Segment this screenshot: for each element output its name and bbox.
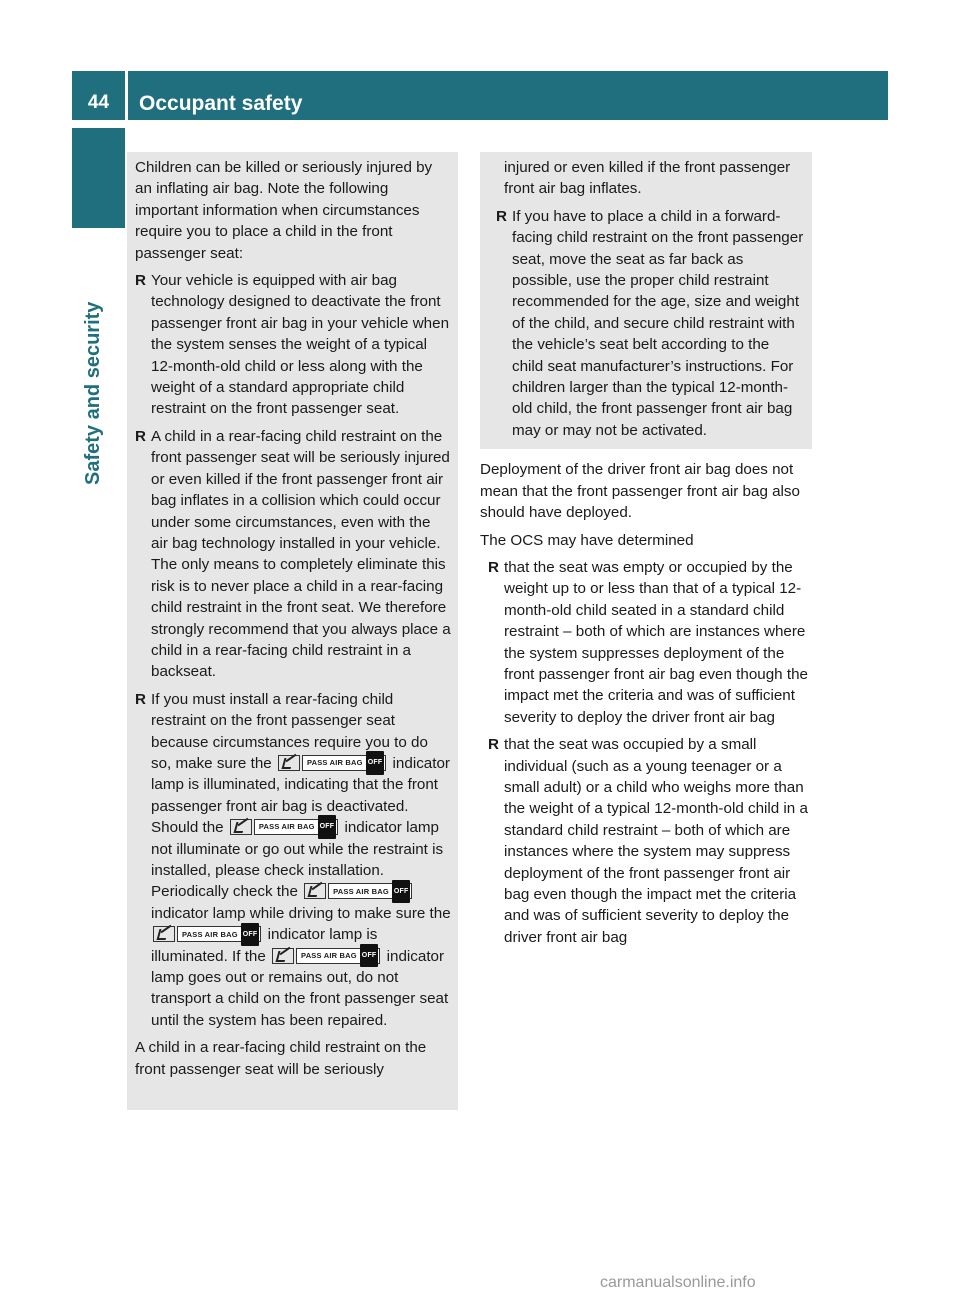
section-label-text: Safety and security (82, 301, 104, 485)
text-run: indicator lamp not illuminate or go out while the restraint is installed, please check installation. Periodically check the (151, 819, 444, 901)
paragraph: The OCS may have determined (480, 531, 694, 549)
section-label (82, 301, 122, 525)
pass-air-bag-off-icon: PASS AIR BAG OFF (296, 948, 380, 964)
seat-occupied-icon (153, 926, 175, 942)
pass-air-bag-off-indicator (278, 755, 386, 771)
list-item-text: Your vehicle is equipped with air bag technology designed to deactivate the front passenger front air bag in your vehicle when the system senses the weight of a typical 12-month-old child or less along with the weight of a standard appropriate child restraint on the front passenger seat. (151, 272, 450, 418)
bullet-marker: R (135, 427, 146, 445)
pass-air-bag-off-icon: PASS AIR BAG OFF (302, 755, 386, 771)
pass-air-bag-off-indicator (153, 926, 261, 942)
list-item (135, 689, 451, 1032)
body-text (480, 449, 812, 948)
list-item (135, 270, 451, 420)
list-item (135, 426, 451, 683)
list-item-text: that the seat was occupied by a small individual (such as a young teenager or a small adult) or a child who weighs more than the weight of a typical 12-month-old child in a standard child restraint – both of which are instances where the system may suppress deployment of the front passenger front air bag even though the impact met the criteria and was of sufficient severity to deploy the driver front air bag (504, 736, 808, 946)
seat-occupied-icon (230, 819, 252, 835)
list-item-text: that the seat was empty or occupied by the weight up to or less than that of a typical 12-month-old child seated in a standard child restraint – both of which are instances where the system suppresses deployment of the front passenger front air bag even though the impact met the criteria and was of sufficient severity to deploy the driver front air bag (504, 558, 808, 726)
list-item-text (151, 689, 451, 1032)
text-run: indicator lamp is illuminated, indicating that the front passenger front air bag is deactivated. Should the (151, 754, 450, 837)
pass-air-bag-off-icon: PASS AIR BAG OFF (254, 819, 338, 835)
warning-continuation: injured or even killed if the front passenger front air bag inflates. (504, 159, 791, 198)
pass-air-bag-off-indicator (230, 819, 338, 835)
list-item-text: A child in a rear-facing child restraint on the front passenger seat will be seriously injured or even killed if the front passenger front air bag inflates in a collision which could occur under some circumstances, even with the air bag technology installed in your vehicle. The only means to completely eliminate this risk is to never place a child in a rear-facing child restraint in the front seat. We therefore strongly recommend that you always place a child in a rear-facing child restraint in a backseat. (151, 427, 451, 681)
pass-air-bag-off-icon: PASS AIR BAG OFF (328, 883, 412, 899)
section-tab (72, 128, 125, 228)
text-run: indicator lamp while driving to make sure the (151, 904, 451, 922)
warning-intro: Children can be killed or seriously injured by an inflating air bag. Note the following important information when circumstances require you to place a child in the front passenger seat: (135, 159, 433, 262)
text-run: If you must install a rear-facing child restraint on the front passenger seat because circumstances require you to do so, make sure the (151, 690, 428, 772)
seat-occupied-icon (272, 948, 294, 964)
header-divider (125, 71, 128, 120)
pass-air-bag-off-indicator (272, 948, 380, 964)
bullet-marker: R (135, 690, 146, 708)
bullet-marker: R (488, 736, 499, 754)
seat-occupied-icon (278, 755, 300, 771)
warning-box-right (480, 152, 812, 449)
text-run: indicator lamp is illuminated. If the (151, 926, 378, 965)
watermark: carmanualsonline.info (600, 1274, 756, 1291)
list-item (480, 734, 812, 948)
pass-air-bag-off-icon: PASS AIR BAG OFF (177, 926, 261, 942)
page-number: 44 (87, 92, 110, 113)
list-item (480, 557, 812, 728)
pass-air-bag-off-indicator (304, 883, 412, 899)
bullet-marker: R (488, 558, 499, 576)
list-item-text: If you have to place a child in a forward-facing child restraint on the front passenger seat, move the seat as far back as possible, use the proper child restraint recommended for the age, size and weight of the child, and secure child restraint with the vehicle’s seat belt according to the child seat manufacturer’s instructions. For children larger than the typical 12-month-old child, the front passenger front air bag may or may not be activated. (512, 207, 804, 439)
warning-box-left (127, 152, 458, 1110)
paragraph: Deployment of the driver front air bag does not mean that the front passenger front air bag also should have deployed. (480, 461, 800, 522)
right-column (480, 152, 812, 954)
text-run: indicator lamp goes out or remains out, do not transport a child on the front passenger seat until the system has been repaired. (151, 947, 449, 1029)
list-item (496, 206, 804, 441)
bullet-marker: R (496, 207, 507, 225)
bullet-marker: R (135, 272, 146, 290)
seat-occupied-icon (304, 883, 326, 899)
page-title: Occupant safety (139, 92, 303, 115)
warning-tail: A child in a rear-facing child restraint on the front passenger seat will be seriously (135, 1039, 427, 1078)
